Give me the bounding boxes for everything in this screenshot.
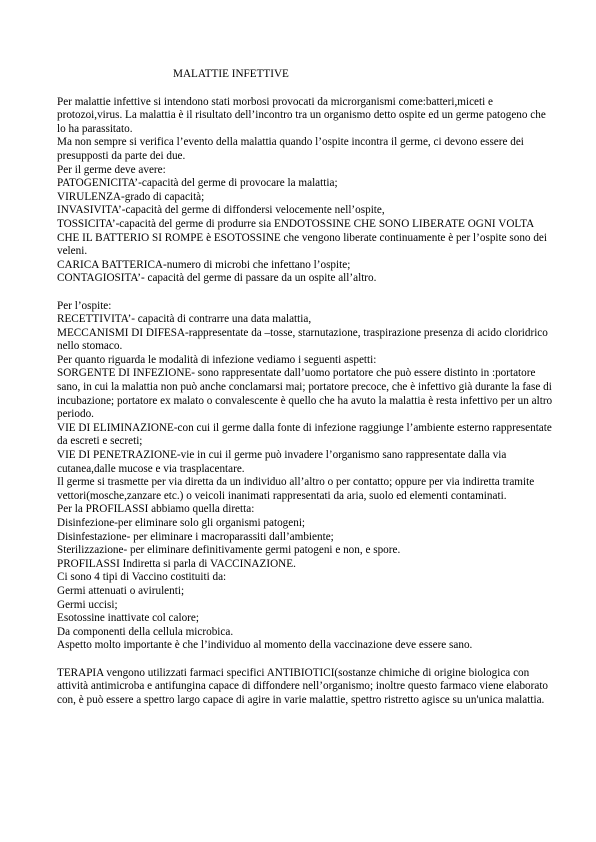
paragraph: TERAPIA vengono utilizzati farmaci specifici ANTIBIOTICI(sostanze chimiche di origine biologica con attività antimicroba e antifungina capace di diffondere nell’organismo; inoltre questo farmaco viene elaborato con, è può essere a spettro largo capace di agire in varie malattie, spettro ristretto agisce su un'unica malattia. — [57, 666, 549, 706]
paragraph: PATOGENICITA’-capacità del germe di provocare la malattia; — [57, 177, 338, 190]
paragraph: TOSSICITA’-capacità del germe di produrre sia ENDOTOSSINE CHE SONO LIBERATE OGNI VOLTA CHE IL BATTERIO SI ROMPE è ESOTOSSINE che vengono liberate continuamente è per l’ospite sono dei veleni. — [57, 217, 547, 258]
paragraph: Disinfestazione- per eliminare i macroparassiti dall’ambiente; — [57, 530, 334, 543]
paragraph: Per il germe deve avere: — [57, 163, 166, 176]
paragraph: SORGENTE DI INFEZIONE- sono rappresentate dall’uomo portatore che può essere distinto in :portatore sano, in cui la malattia non può anche conclamarsi mai; portatore precoce, che è infettivo già durante la fase di incubazione; portatore ex malato o convalescente è quello che ha avuto la malattia è resta infettivo per un altro periodo. — [57, 367, 553, 421]
paragraph: VIRULENZA-grado di capacità; — [57, 190, 205, 203]
paragraph: Per quanto riguarda le modalità di infezione vediamo i seguenti aspetti: — [57, 353, 377, 366]
section-germ — [57, 96, 556, 286]
blank-line — [57, 653, 556, 667]
blank-line — [57, 286, 556, 300]
paragraph: Germi uccisi; — [57, 598, 118, 611]
paragraph: CONTAGIOSITA’- capacità del germe di passare da un ospite all’altro. — [57, 272, 377, 285]
paragraph: Sterilizzazione- per eliminare definitivamente germi patogeni e non, e spore. — [57, 544, 401, 557]
paragraph: Disinfezione-per eliminare solo gli organismi patogeni; — [57, 517, 306, 529]
paragraph: Per malattie infettive si intendono stati morbosi provocati da microrganismi come:batteri,miceti e protozoi,virus. La malattia è il risultato dell’incontro tra un organismo detto ospite ed un germe patogeno che lo ha parassitato. — [57, 95, 546, 135]
paragraph: Per l’ospite: — [57, 299, 112, 312]
paragraph: CARICA BATTERICA-numero di microbi che infettano l’ospite; — [57, 258, 351, 271]
section-therapy — [57, 667, 556, 708]
paragraph: Ma non sempre si verifica l’evento della malattia quando l’ospite incontra il germe, ci devono essere dei presupposti da parte dei due. — [57, 136, 524, 162]
section-host — [57, 300, 556, 653]
paragraph: Germi attenuati o avirulenti; — [57, 584, 185, 597]
document-title: MALATTIE INFETTIVE — [173, 68, 289, 80]
paragraph: INVASIVITA’-capacità del germe di diffondersi velocemente nell’ospite, — [57, 204, 385, 217]
paragraph: RECETTIVITA’- capacità di contrarre una data malattia, — [57, 313, 312, 326]
paragraph: MECCANISMI DI DIFESA-rappresentate da –tosse, starnutazione, traspirazione presenza di acido cloridrico nello stomaco. — [57, 326, 548, 353]
paragraph: Il germe si trasmette per via diretta da un individuo all’altro o per contatto; oppure per via indiretta tramite vettori(mosche,zanzare etc.) o veicoli inanimati rappresentati da aria, suolo ed elementi contaminati. — [57, 476, 535, 502]
paragraph: Esotossine inattivate col calore; — [57, 612, 199, 625]
paragraph: Da componenti della cellula microbica. — [57, 625, 234, 638]
paragraph: PROFILASSI Indiretta si parla di VACCINAZIONE. — [57, 557, 296, 570]
paragraph: Per la PROFILASSI abbiamo quella diretta: — [57, 503, 255, 516]
paragraph: Ci sono 4 tipi di Vaccino costituiti da: — [57, 571, 227, 584]
paragraph: VIE DI ELIMINAZIONE-con cui il germe dalla fonte di infezione raggiunge l’ambiente esterno rappresentate da escreti e secreti; — [57, 421, 552, 448]
paragraph: VIE DI PENETRAZIONE-vie in cui il germe può invadere l’organismo sano rappresentate dalla via cutanea,dalle mucose e via trasplacentare. — [57, 449, 507, 475]
paragraph: Aspetto molto importante è che l’individuo al momento della vaccinazione deve essere sano. — [57, 639, 473, 652]
